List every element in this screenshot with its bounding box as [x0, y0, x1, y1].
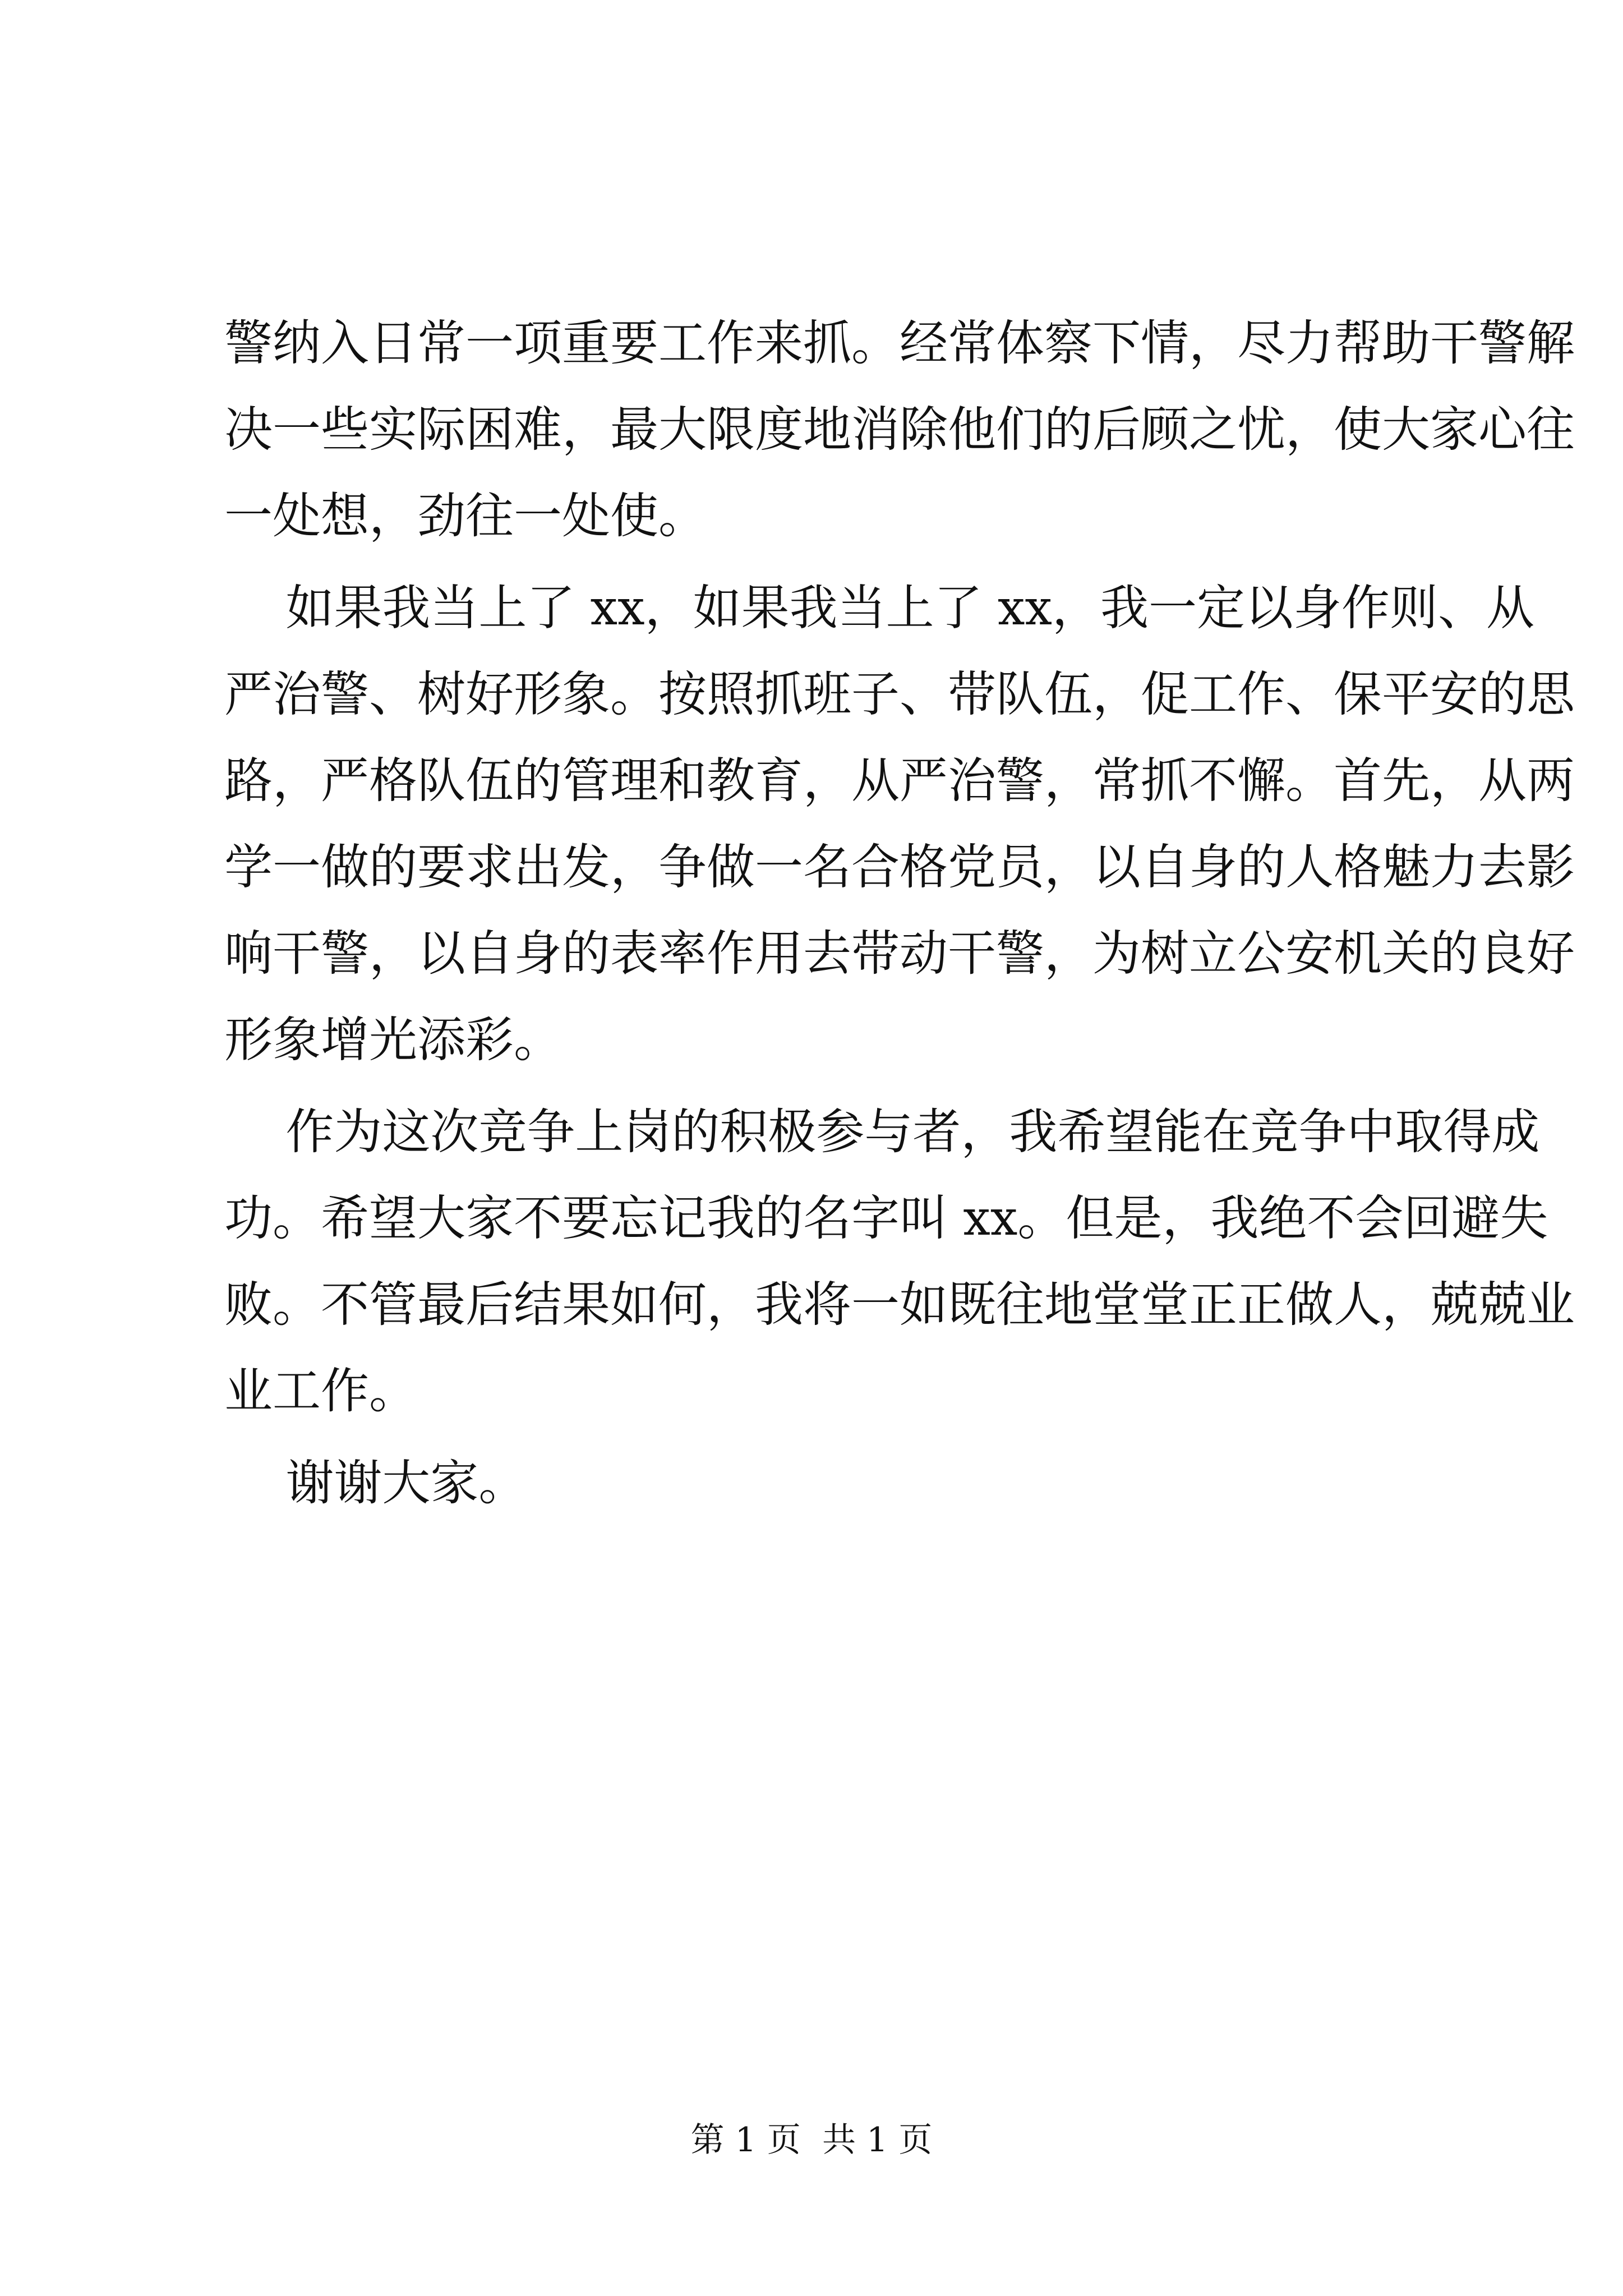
- paragraph-3: [224, 1089, 1575, 1434]
- text-line: 响干警，以自身的表率作用去带动干警，为树立公安机关的良好: [224, 926, 1575, 982]
- document-body: [224, 300, 1575, 1526]
- text-line: 决一些实际困难，最大限度地消除他们的后顾之忧，使大家心往: [224, 402, 1575, 458]
- text-line: 一处想，劲往一处使。: [224, 488, 707, 544]
- text-line: 严治警、树好形象。按照抓班子、带队伍，促工作、保平安的思: [224, 666, 1575, 723]
- text-line: 形象增光添彩。: [224, 1012, 562, 1068]
- text-line: 业工作。: [224, 1363, 417, 1419]
- paragraph-1: [224, 300, 1575, 559]
- paragraph-2: [224, 565, 1575, 1083]
- text-line: 作为这次竞争上岗的积极参与者，我希望能在竞争中取得成: [224, 1104, 1540, 1160]
- text-line: 功。希望大家不要忘记我的名字叫 xx。但是，我绝不会回避失: [224, 1190, 1548, 1246]
- text-line: 学一做的要求出发，争做一名合格党员，以自身的人格魅力去影: [224, 839, 1575, 895]
- page-footer: 第 1 页 共 1 页: [690, 2120, 933, 2160]
- text-line: 败。不管最后结果如何，我将一如既往地堂堂正正做人，兢兢业: [224, 1277, 1575, 1333]
- text-line: 路，严格队伍的管理和教育，从严治警，常抓不懈。首先，从两: [224, 753, 1575, 809]
- text-line: 谢谢大家。: [224, 1455, 527, 1511]
- text-line: 如果我当上了 xx，如果我当上了 xx，我一定以身作则、从: [224, 580, 1535, 636]
- text-line: 警纳入日常一项重要工作来抓。经常体察下情，尽力帮助干警解: [224, 315, 1575, 371]
- paragraph-4: [224, 1440, 1430, 1526]
